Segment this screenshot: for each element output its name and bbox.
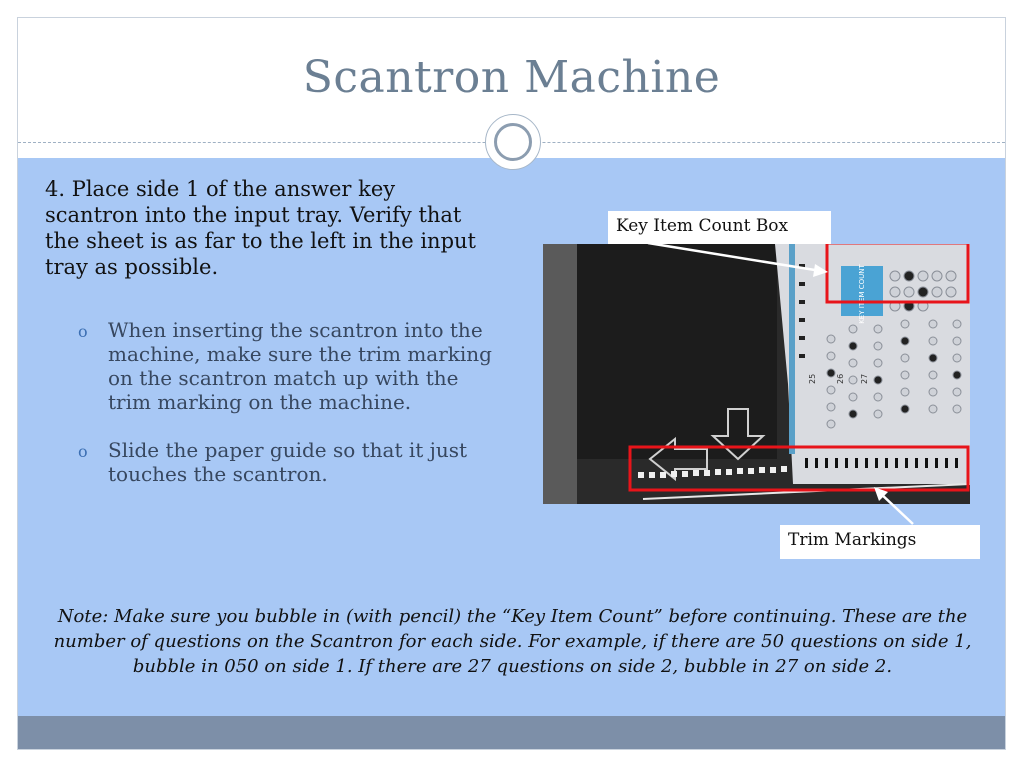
step-instruction: 4. Place side 1 of the answer key scantron into the input tray. Verify that the sheet is as far to the left in the input tray as possible. [45, 177, 476, 279]
bullet-text: When inserting the scantron into the machine, make sure the trim marking on the scantron match up with the trim marking on the machine. [108, 318, 492, 414]
bullet-item [76, 438, 496, 486]
column-number: 26 [836, 373, 845, 384]
circle-bullet-icon: o [78, 322, 88, 341]
note-text: Note: Make sure you bubble in (with pencil) the “Key Item Count” before continuing. These are the number of questions on the Scantron for each side. For example, if there are 50 questions on side 1, bubble in 050 on side 1. If there are 27 questions on side 2, bubble in 27 on side 2. [53, 606, 972, 677]
footer-bar [18, 716, 1005, 750]
scantron-photo [543, 244, 970, 504]
circle-bullet-icon: o [78, 442, 88, 461]
machine-side-rail [543, 244, 577, 504]
bullet-item [76, 318, 496, 414]
column-number: 25 [808, 373, 817, 384]
bullet-list [76, 318, 496, 510]
bullet-text: Slide the paper guide so that it just touches the scantron. [108, 438, 468, 486]
callout-trim-markings: Trim Markings [780, 525, 980, 559]
circle-ornament-icon [485, 114, 541, 170]
slide [17, 17, 1006, 750]
strip-label: KEY ITEM COUNT [858, 264, 866, 324]
slide-title: Scantron Machine [302, 52, 721, 103]
callout-key-item-count: Key Item Count Box [608, 211, 831, 244]
column-number: 27 [860, 373, 869, 384]
sheet-blue-stripe [789, 244, 795, 454]
